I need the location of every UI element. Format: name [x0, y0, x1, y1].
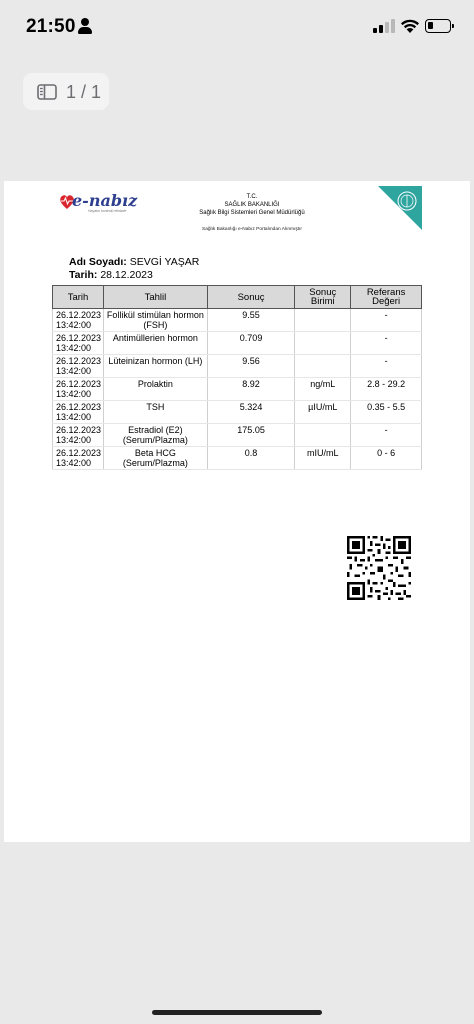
patient-name [69, 256, 199, 268]
header-ministry: SAĞLIK BAKANLIĞI [224, 202, 280, 208]
cell-date: 26.12.2023 13:42:00 [53, 309, 104, 332]
table-row [53, 309, 422, 332]
report-date-label: Tarih: [69, 269, 98, 281]
col-header-ref: Referans Değeri [351, 286, 422, 309]
cell-result: 8.92 [207, 378, 295, 401]
col-header-date: Tarih [53, 286, 104, 309]
cell-ref: - [351, 309, 422, 332]
table-row [53, 355, 422, 378]
cell-unit: µIU/mL [295, 401, 351, 424]
cell-date: 26.12.2023 13:42:00 [53, 378, 104, 401]
cell-ref: 0.35 - 5.5 [351, 401, 422, 424]
logo-tagline: Hayatın kontrolü elinizde [88, 209, 127, 213]
cell-result: 9.56 [207, 355, 295, 378]
results-table [52, 285, 422, 470]
home-indicator[interactable] [152, 1010, 322, 1015]
status-bar [0, 0, 474, 56]
report-date [69, 269, 153, 281]
cell-date: 26.12.2023 13:42:00 [53, 447, 104, 470]
table-row [53, 332, 422, 355]
table-row [53, 424, 422, 447]
cell-unit [295, 424, 351, 447]
sidebar-icon [37, 84, 57, 100]
cell-unit: mIU/mL [295, 447, 351, 470]
person-icon [78, 18, 92, 34]
cell-result: 0.8 [207, 447, 295, 470]
cell-ref: - [351, 424, 422, 447]
cell-result: 175.05 [207, 424, 295, 447]
cell-unit [295, 332, 351, 355]
col-header-unit: Sonuç Birimi [295, 286, 351, 309]
cell-unit: ng/mL [295, 378, 351, 401]
table-header-row [53, 286, 422, 309]
logo-text: e-nabız [72, 191, 138, 210]
patient-name-value: SEVGİ YAŞAR [129, 256, 200, 268]
portal-note: Sağlık Bakanlığı e-Nabız Portalından Alınmıştır [202, 227, 302, 232]
cellular-signal-icon [373, 19, 397, 33]
cell-unit [295, 309, 351, 332]
ministry-emblem-icon [378, 186, 422, 230]
cell-ref: 2.8 - 29.2 [351, 378, 422, 401]
table-row [53, 447, 422, 470]
cell-ref: - [351, 332, 422, 355]
cell-date: 26.12.2023 13:42:00 [53, 424, 104, 447]
battery-icon [425, 19, 451, 33]
col-header-test: Tahlil [104, 286, 208, 309]
document-page[interactable] [4, 181, 470, 842]
header-directorate: Sağlık Bilgi Sistemleri Genel Müdürlüğü [199, 210, 305, 216]
report-date-value: 28.12.2023 [100, 269, 153, 281]
cell-test: TSH [104, 401, 208, 424]
cell-result: 9.55 [207, 309, 295, 332]
cell-unit [295, 355, 351, 378]
qr-code-icon [347, 536, 411, 600]
table-row [53, 401, 422, 424]
cell-date: 26.12.2023 13:42:00 [53, 332, 104, 355]
col-header-result: Sonuç [207, 286, 295, 309]
lab-results-document [4, 181, 470, 842]
status-time: 21:50 [26, 16, 76, 37]
cell-ref: - [351, 355, 422, 378]
cell-test: Beta HCG (Serum/Plazma) [104, 447, 208, 470]
page-indicator-button[interactable] [23, 73, 109, 110]
cell-test: Antimüllerien hormon [104, 332, 208, 355]
patient-name-label: Adı Soyadı: [69, 256, 127, 268]
cell-result: 5.324 [207, 401, 295, 424]
cell-test: Follikül stimülan hormon (FSH) [104, 309, 208, 332]
cell-test: Estradiol (E2) (Serum/Plazma) [104, 424, 208, 447]
cell-date: 26.12.2023 13:42:00 [53, 401, 104, 424]
page-indicator-label: 1 / 1 [66, 82, 102, 102]
header-tc: T.C. [246, 194, 258, 200]
table-row [53, 378, 422, 401]
cell-ref: 0 - 6 [351, 447, 422, 470]
cell-result: 0.709 [207, 332, 295, 355]
cell-test: Prolaktin [104, 378, 208, 401]
cell-date: 26.12.2023 13:42:00 [53, 355, 104, 378]
cell-test: Lüteinizan hormon (LH) [104, 355, 208, 378]
wifi-icon [400, 18, 420, 34]
